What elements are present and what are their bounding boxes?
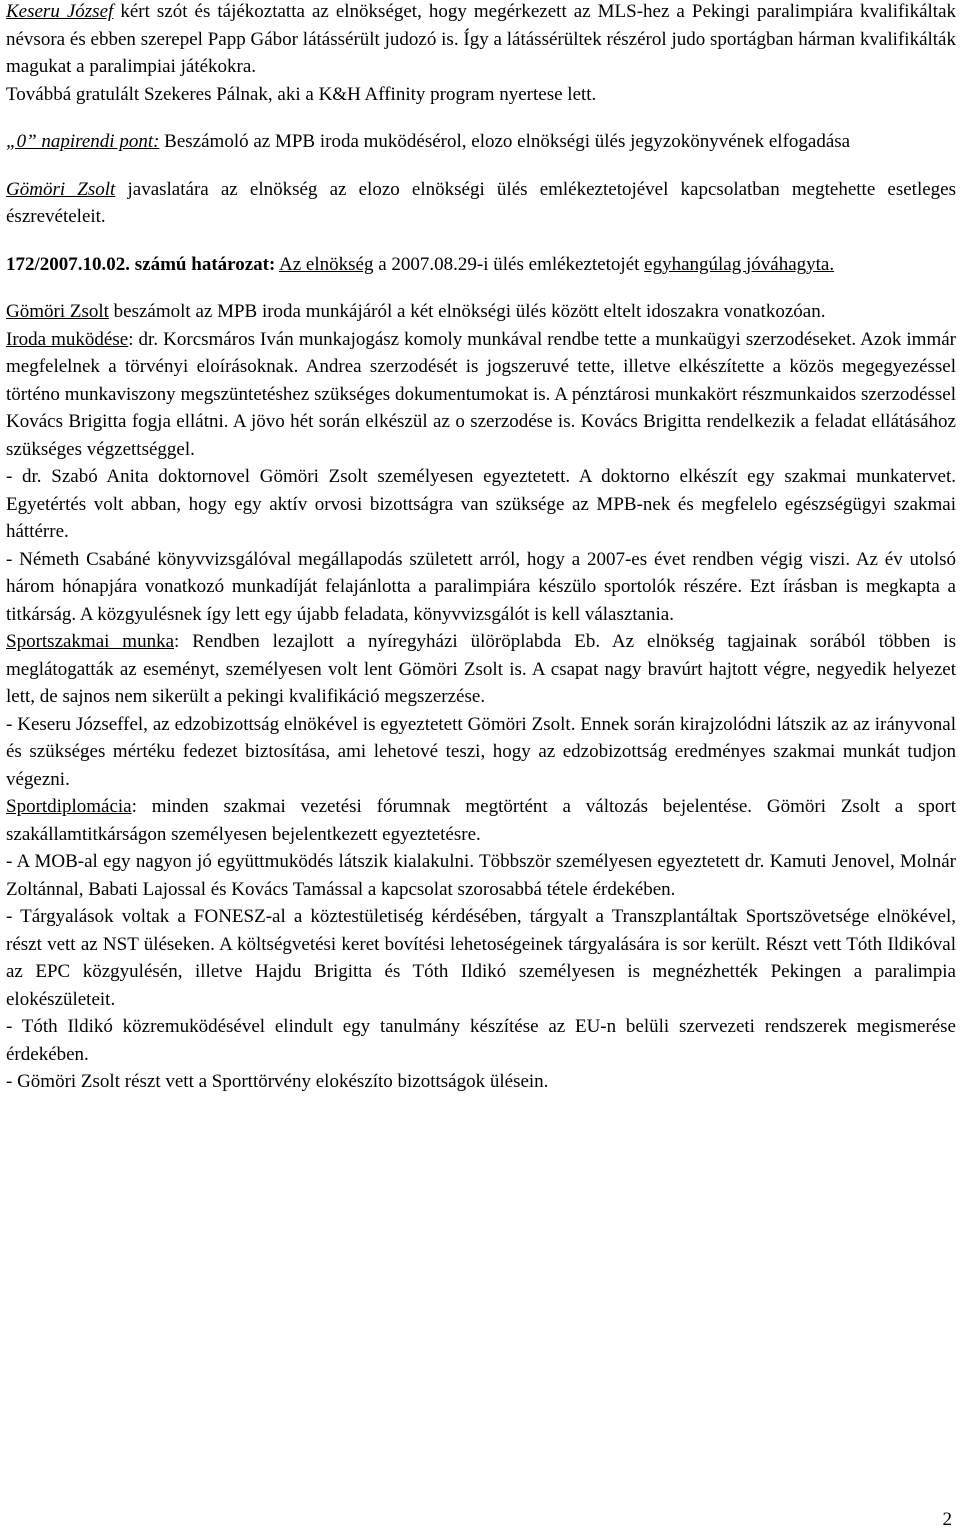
proposal-paragraph xyxy=(6,176,956,231)
report-name: Gömöri Zsolt xyxy=(6,301,109,322)
diplomacy-item-4: - Gömöri Zsolt részt vett a Sporttörvény elokészíto bizottságok ülésein. xyxy=(6,1071,549,1092)
office-heading: Iroda muködése xyxy=(6,328,129,350)
office-text: : dr. Korcsmáros Iván munkajogász komoly munkával rendbe tette a munkaügyi szerzodéseket. Azok immár megfelelnek a törvényi eloírásoknak. Andrea szerzodését is jogszeruvé tette, illetve elkészítette a közös megegyezéssel történo munkaviszony megszüntetéshez szükséges dokumentumokat is. A pénztárosi munkakört részmunkaidos szerzodéssel Kovács Brigitta fogja ellátni. A jövo hét során elkészül az o szerzodése is. Kovács Brigitta rendelkezik a feladat ellátásához szükséges végzettséggel. xyxy=(6,328,956,460)
diplomacy-text: : minden szakmai vezetési fórumnak megtörtént a változás bejelentése. Gömöri Zsolt a sport szakállamtitkárságon személyesen bejelentkezett egyeztetésre. xyxy=(6,796,956,845)
spacer xyxy=(6,231,956,251)
intro-paragraph xyxy=(6,0,956,81)
report-paragraph xyxy=(6,298,956,326)
diplomacy-paragraph xyxy=(6,793,956,848)
spacer xyxy=(6,108,956,128)
diplomacy-item-3: - Tóth Ildikó közremuködésével elindult egy tanulmány készítése az EU-n belüli szervezeti rendszerek megismerése érdekében. xyxy=(6,1016,956,1065)
resolution-approval: egyhangúlag jóváhagyta. xyxy=(644,253,835,275)
diplomacy-heading: Sportdiplomácia xyxy=(6,796,132,817)
proposal-name: Gömöri Zsolt xyxy=(6,178,116,200)
spacer xyxy=(6,156,956,176)
agenda-paragraph xyxy=(6,128,956,156)
intro-text: kért szót és tájékoztatta az elnökséget, hogy megérkezett az MLS-hez a Pekingi paralimpiára kvalifikáltak névsora és ebben szerepel Papp Gábor látássérült judozó is. Így a látássérültek részérol judo sportágban hárman kvalifikálták magukat a paralimpiai játékokra. xyxy=(6,1,956,77)
resolution-subject: Az elnökség xyxy=(279,253,374,275)
report-text: beszámolt az MPB iroda munkájáról a két elnökségi ülés között eltelt idoszakra vonatkozóan. xyxy=(108,301,826,322)
diplomacy-item-1: - A MOB-al egy nagyon jó együttmuködés látszik kialakulni. Többször személyesen egyeztetett dr. Kamuti Jenovel, Molnár Zoltánnal, Babati Lajossal és Kovács Tamással a kapcsolat szorosabbá tétele érdekében. xyxy=(6,851,956,900)
congrats-text: Továbbá gratulált Szekeres Pálnak, aki a K&H Affinity program nyertese lett. xyxy=(6,83,597,105)
sport-text: : Rendben lezajlott a nyíregyházi ülöröplabda Eb. Az elnökség tagjainak sorából többen is meglátogatták az eseményt, személyesen volt lent Gömöri Zsolt is. A csapat nagy bravúrt hajtott végre, negyedik helyezet lett, de sajnos nem sikerült a pekingi kvalifikáció megszerzése. xyxy=(6,631,956,707)
diplomacy-item-2: - Tárgyalások voltak a FONESZ-al a köztestületiség kérdésében, tárgyalt a Transzplantáltak Sportszövetsége elnökével, részt vett az NST üléseken. A költségvetési keret bovítési lehetoségeinek tárgyalására is sor került. Részt vett Tóth Ildikóval az EPC közgyulésén, illetve Hajdu Brigitta és Tóth Ildikó személyesen is megnézhették Pekingen a paralimpia elokészületeit. xyxy=(6,906,956,1010)
sport-heading: Sportszakmai munka xyxy=(6,631,175,652)
resolution-paragraph xyxy=(6,251,956,279)
proposal-text: javaslatára az elnökség az elozo elnökségi ülés emlékeztetojével kapcsolatban megtehette esetleges észrevételeit. xyxy=(6,178,956,227)
resolution-number: 172/2007.10.02. számú határozat: xyxy=(6,253,276,275)
agenda-text: Beszámoló az MPB iroda muködésérol, elozo elnökségi ülés jegyzokönyvének elfogadása xyxy=(159,131,851,152)
spacer xyxy=(6,278,956,298)
congrats-paragraph xyxy=(6,81,956,109)
speaker-name: Keseru József xyxy=(6,1,114,22)
sport-item-1: - Keseru Józseffel, az edzobizottság elnökével is egyeztetett Gömöri Zsolt. Ennek során kirajzolódni látszik az az irányvonal és szükséges mértéku fedezet biztosítása, ami lehetové teszi, hogy az edzobizottság eredményes szakmai munkát tudjon végezni. xyxy=(6,713,956,790)
office-item-2: - Németh Csabáné könyvvizsgálóval megállapodás született arról, hogy a 2007-es évet rendben végig viszi. Az év utolsó három hónapjára vonatkozó munkadíját felajánlotta a paralimpiára készülo sportolók részére. Ezt írásban is megkapta a titkárság. A közgyulésnek így lett egy újabb feladata, könyvvizsgálót is kell választania. xyxy=(6,548,956,625)
sport-paragraph xyxy=(6,628,956,711)
office-item-1: - dr. Szabó Anita doktornovel Gömöri Zsolt személyesen egyeztetett. A doktorno elkészít egy szakmai munkatervet. Egyetértés volt abban, hogy egy aktív orvosi bizottságra van szüksége az MPB-nek és megfelelo egészségügyi szakmai háttérre. xyxy=(6,466,956,542)
page-number: 2 xyxy=(942,1509,952,1530)
document-page xyxy=(6,0,956,1096)
office-paragraph xyxy=(6,326,956,464)
resolution-text: a 2007.08.29-i ülés emlékeztetojét xyxy=(373,253,645,275)
agenda-label: „0” napirendi pont: xyxy=(6,131,160,152)
